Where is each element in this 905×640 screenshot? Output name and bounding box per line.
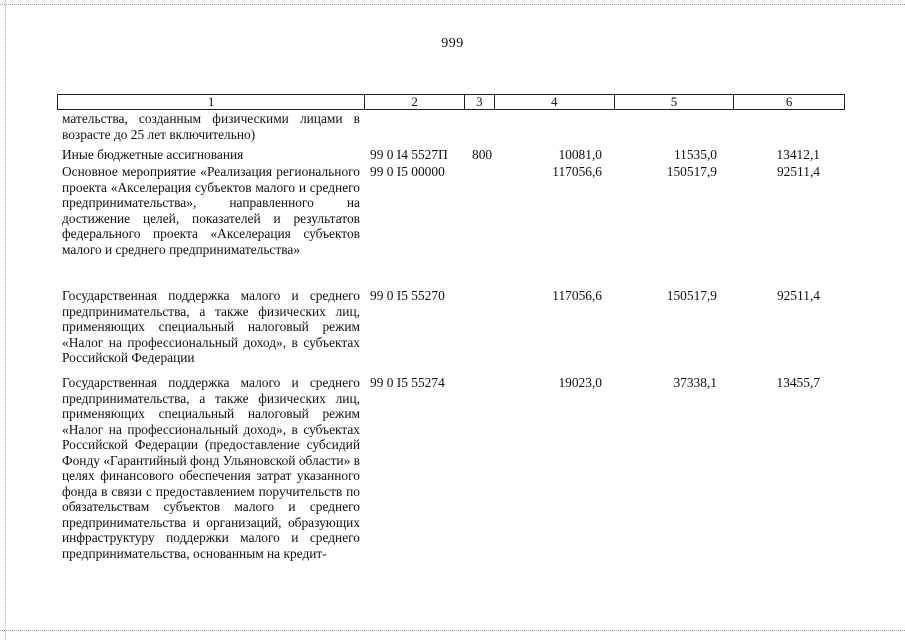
row-value-col6: 92511,4 — [776, 164, 820, 179]
row-value-col4: 117056,6 — [552, 288, 602, 303]
row-description: Государственная поддержка малого и среднего предпринимательства, а также физических лиц, применяющих специальный налоговый режим «Налог на профессиональный доход», в субъектах Российской Федерации — [62, 288, 360, 365]
row-value-col5: 37338,1 — [673, 375, 717, 390]
page-number: 999 — [441, 36, 464, 51]
row-value-col5: 150517,9 — [666, 164, 717, 179]
row-value-col4: 10081,0 — [558, 147, 602, 162]
row-value-col5: 150517,9 — [666, 288, 717, 303]
table-header — [57, 94, 845, 110]
row-code: 99 0 I5 00000 — [370, 164, 445, 179]
row-value-col6: 13455,7 — [776, 375, 820, 390]
header-col-1: 1 — [58, 95, 365, 109]
row-code: 99 0 I5 55270 — [370, 288, 445, 303]
row-value-col4: 19023,0 — [558, 375, 602, 390]
scan-edge-top — [0, 4, 905, 5]
scan-edge-bottom — [0, 630, 905, 631]
header-col-3: 3 — [465, 95, 495, 109]
row-code: 99 0 I4 5527П — [370, 147, 448, 162]
row-expense-type: 800 — [472, 147, 493, 162]
row-value-col5: 11535,0 — [673, 147, 717, 162]
row-description: Государственная поддержка малого и среднего предпринимательства, а также физических лиц, применяющих специальный налоговый режим «Налог на профессиональный доход», в субъектах Российской Федерации (предоставление субсидий Фонду «Гарантийный фонд Ульяновской области» в целях финансового обеспечения затрат указанного фонда в связи с предоставлением поручительств по обязательствам субъектов малого и среднего предпринимательства и организаций, образующих инфраструктуру поддержки малого и среднего предпринимательства, основанным на кредит- — [62, 375, 360, 561]
row-code: 99 0 I5 55274 — [370, 375, 445, 390]
header-col-5: 5 — [615, 95, 735, 109]
row-value-col4: 117056,6 — [552, 164, 602, 179]
row-value-col6: 13412,1 — [776, 147, 820, 162]
header-col-4: 4 — [495, 95, 615, 109]
header-col-2: 2 — [365, 95, 465, 109]
row-description: Иные бюджетные ассигнования — [62, 147, 244, 162]
row-value-col6: 92511,4 — [776, 288, 820, 303]
row-description: мательства, созданным физическими лицами в возрасте до 25 лет включительно) — [62, 111, 360, 142]
row-description: Основное мероприятие «Реализация регионального проекта «Акселерация субъектов малого и среднего предпринимательства», направленного на достижение целей, показателей и результатов федерального проекта «Акселерация субъектов малого и среднего предпринимательства» — [62, 164, 360, 257]
header-col-6: 6 — [785, 94, 793, 109]
scan-edge-left — [5, 0, 6, 640]
